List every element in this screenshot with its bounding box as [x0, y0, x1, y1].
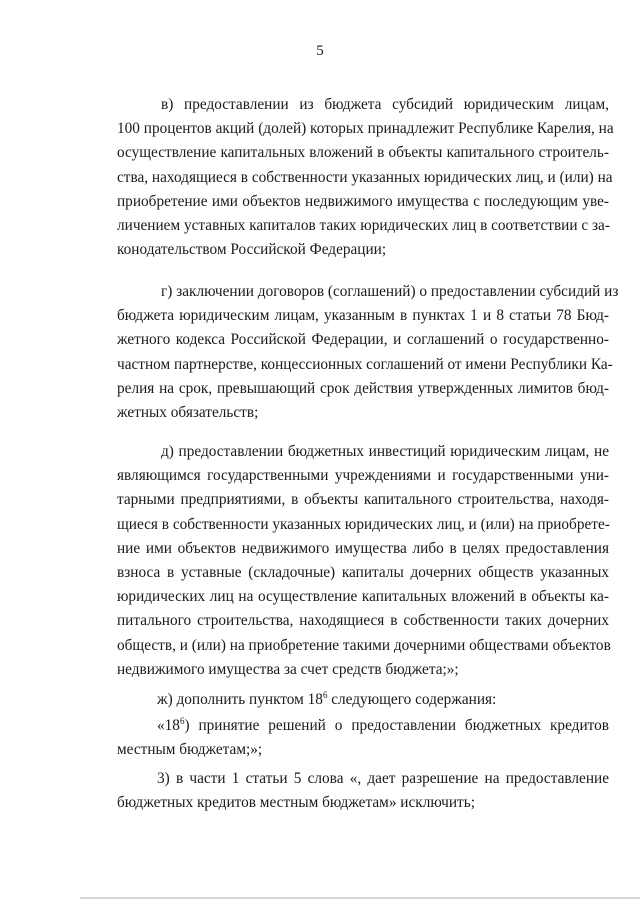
text-line: д) предоставлении бюджетных инвестиций юридическим лицам, не — [161, 443, 609, 460]
text-fragment: следующего содержания: — [327, 691, 497, 708]
text-line: тарными предприятиями, в объекты капитального строительства, находя- — [117, 491, 609, 509]
text-line: приобретение ими объектов недвижимого имущества с последующим уве- — [117, 192, 609, 210]
text-line — [117, 688, 609, 712]
text-fragment: «18 — [157, 717, 180, 734]
paragraph-zh — [117, 688, 609, 712]
text-line: осуществление капитальных вложений в объекты капитального строитель- — [117, 144, 609, 162]
text-fragment: ) принятие решений о предоставлении бюджетных кредитов — [184, 717, 609, 734]
superscript: 6 — [322, 689, 328, 700]
text-line: г) заключении договоров (соглашений) о предоставлении субсидий из — [161, 283, 619, 300]
text-line: жетного кодекса Российской Федерации, и соглашений о государственно- — [117, 331, 609, 349]
scan-edge-divider — [80, 897, 640, 899]
text-line: местным бюджетам;»; — [117, 741, 263, 759]
text-line: являющимся государственными учреждениями и государственными уни- — [117, 467, 609, 485]
text-line: конодательством Российской Федерации; — [117, 241, 387, 259]
text-line: бюджетных кредитов местным бюджетам» исключить; — [117, 794, 475, 812]
text-line: личением уставных капиталов таких юридических лиц в соответствии с за- — [117, 216, 610, 234]
paragraph-v — [117, 93, 614, 262]
text-line: ние ими объектов недвижимого имущества либо в целях предоставления — [117, 539, 609, 557]
text-line: 3) в части 1 статьи 5 слова «, дает разрешение на предоставление — [157, 770, 609, 787]
text-line: 100 процентов акций (долей) которых принадлежит Республике Карелия, на — [117, 120, 614, 138]
text-line: щиеся в собственности указанных юридических лиц, и (или) на приобрете- — [117, 515, 610, 533]
text-line: недвижимого имущества за счет средств бюджета;»; — [117, 660, 459, 678]
paragraph-18-6 — [117, 714, 609, 762]
paragraph-d — [117, 440, 609, 682]
superscript: 6 — [179, 715, 185, 726]
text-line: жетных обязательств; — [117, 403, 259, 421]
text-fragment: ж) дополнить пунктом 18 — [157, 691, 323, 708]
text-line: релия на срок, превышающий срок действия утвержденных лимитов бюд- — [117, 379, 609, 397]
text-line: взноса в уставные (складочные) капиталы дочерних обществ указанных — [117, 563, 609, 581]
text-line: ства, находящиеся в собственности указанных юридических лиц, и (или) на — [117, 168, 613, 186]
paragraph-g — [117, 280, 619, 425]
text-line: частном партнерстве, концессионных соглашений от имени Республики Ка- — [117, 355, 613, 373]
text-line: в) предоставлении из бюджета субсидий юридическим лицам, — [161, 96, 609, 113]
text-line: бюджета юридическим лицам, указанным в пунктах 1 и 8 статьи 78 Бюд- — [117, 307, 609, 325]
text-line: обществ, и (или) на приобретение такими дочерними обществами объектов — [117, 636, 611, 654]
paragraph-3 — [117, 767, 609, 815]
text-line — [117, 714, 609, 738]
text-line: юридических лиц на осуществление капитальных вложений в объекты ка- — [117, 588, 609, 606]
text-line: питального строительства, находящиеся в собственности таких дочерних — [117, 612, 609, 630]
page-number: 5 — [316, 43, 324, 59]
